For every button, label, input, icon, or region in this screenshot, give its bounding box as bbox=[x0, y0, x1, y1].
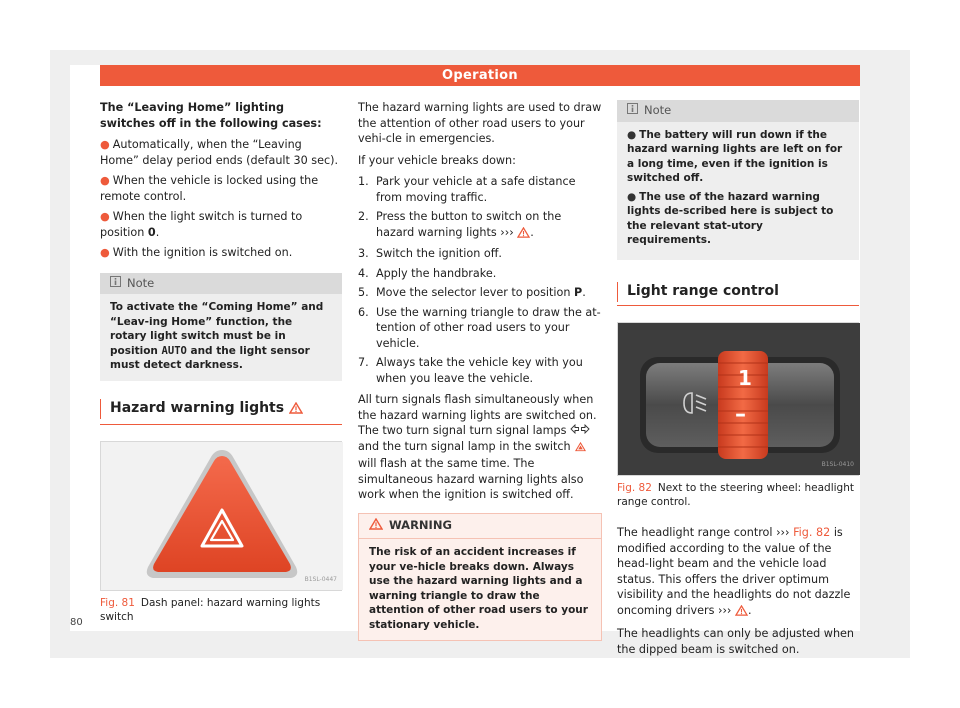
list-item: 2. Press the button to switch on the hazard warning lights ››› . bbox=[358, 209, 602, 242]
warning-triangle-icon bbox=[289, 402, 303, 419]
list-item: 7. Always take the vehicle key with you when you leave the vehicle. bbox=[358, 356, 583, 385]
chapter-header: Operation bbox=[100, 65, 860, 86]
breakdown-steps bbox=[358, 174, 602, 386]
hazard-switch-figure bbox=[100, 441, 342, 591]
hazard-section-title: Hazard warning lights bbox=[100, 401, 342, 426]
figure-82-link[interactable]: Fig. 82 bbox=[793, 526, 831, 539]
wheel-minus-label: – bbox=[735, 402, 746, 427]
bullet-icon: ● bbox=[100, 210, 110, 223]
warning-triangle-icon bbox=[735, 605, 748, 621]
list-item: ● The battery will run down if the hazard warning lights are left on for a long time, even if the ignition is switched off. bbox=[627, 128, 843, 184]
figure-code: B1SL-0410 bbox=[821, 460, 854, 468]
wheel-position-label: 1 bbox=[738, 366, 752, 390]
bullet-icon: ● bbox=[100, 246, 110, 259]
selector-position-p: P bbox=[574, 286, 583, 299]
list-item: 3. Switch the ignition off. bbox=[358, 247, 502, 260]
breakdown-lead: If your vehicle breaks down: bbox=[358, 153, 516, 167]
figure-code: B1SL-0447 bbox=[304, 575, 337, 583]
list-item: ● The use of the hazard warning lights de-scribed here is subject to the relevant stat-utory requirements. bbox=[627, 190, 834, 246]
light-range-section-title: Light range control bbox=[617, 284, 859, 307]
list-item: ● When the vehicle is locked using the remote control. bbox=[100, 174, 319, 203]
warning-triangle-icon bbox=[369, 518, 383, 535]
info-icon bbox=[110, 276, 121, 292]
bullet-icon: ● bbox=[100, 138, 110, 151]
note-header bbox=[617, 100, 859, 122]
note-body bbox=[617, 122, 859, 260]
light-range-figure bbox=[617, 322, 859, 476]
note-label: Note bbox=[644, 103, 672, 117]
list-item: ● When the light switch is turned to position 0. bbox=[100, 210, 303, 239]
column-2 bbox=[358, 100, 602, 641]
turn-signal-arrows-icon bbox=[570, 424, 590, 437]
figure-caption: Fig. 82 Next to the steering wheel: headlight range control. bbox=[617, 482, 854, 508]
note-label: Note bbox=[127, 275, 155, 290]
list-item: 5. Move the selector lever to position P. bbox=[358, 286, 586, 299]
note-box bbox=[617, 100, 859, 260]
bullet-icon: ● bbox=[100, 174, 110, 187]
note-header bbox=[100, 273, 342, 295]
list-item: ● With the ignition is switched on. bbox=[100, 246, 293, 259]
warning-box bbox=[358, 513, 602, 642]
turn-signal-paragraph: All turn signals flash simultaneously when the hazard warning lights are switched on. The two turn signal turn signal lamps and the turn signal lamp in the switch will flash at the same time. The simultaneous hazard warning lights also work when the ignition is switched off. bbox=[358, 393, 597, 501]
figure-ref: Fig. 82 bbox=[617, 482, 652, 494]
leaving-home-intro: The “Leaving Home” lighting switches off in the following cases: bbox=[100, 101, 322, 130]
list-item: 4. Apply the handbrake. bbox=[358, 266, 497, 280]
warning-body: The risk of an accident increases if your ve-hicle breaks down. Always use the hazard warning lights and a warning triangle to draw the attention of other road users to your stationary vehicle. bbox=[369, 546, 588, 631]
note-box bbox=[100, 273, 342, 381]
note-body: To activate the “Coming Home” and “Leav-ing Home” function, the rotary light switch must be in position AUTO and the light sensor must detect darkness. bbox=[110, 301, 324, 371]
warning-header bbox=[359, 514, 601, 540]
figure-ref: Fig. 81 bbox=[100, 597, 135, 609]
list-item: 1. Park your vehicle at a safe distance from moving traffic. bbox=[358, 175, 576, 204]
warning-triangle-icon bbox=[574, 441, 587, 457]
column-1 bbox=[100, 100, 342, 624]
headlight-range-illustration bbox=[618, 323, 860, 475]
bullet-icon: ● bbox=[627, 190, 637, 203]
light-switch-off-symbol: 0 bbox=[147, 225, 156, 239]
hazard-button-illustration bbox=[101, 442, 343, 590]
list-item: ● Automatically, when the “Leaving Home” delay period ends (default 30 sec). bbox=[100, 138, 339, 167]
page-number: 80 bbox=[70, 617, 83, 628]
hazard-intro: The hazard warning lights are used to draw the attention of other road users to your vehi-cle in emergencies. bbox=[358, 101, 602, 145]
list-item: 6. Use the warning triangle to draw the at-tention of other road users to your vehicle. bbox=[358, 305, 601, 350]
warning-label: WARNING bbox=[389, 518, 452, 532]
auto-symbol: AUTO bbox=[161, 344, 187, 357]
figure-caption: Fig. 81 Dash panel: hazard warning lights switch bbox=[100, 597, 321, 623]
dipped-beam-paragraph: The headlights can only be adjusted when the dipped beam is switched on. bbox=[617, 627, 855, 656]
leaving-home-list bbox=[100, 137, 342, 261]
light-range-paragraph: The headlight range control ››› Fig. 82 is modified according to the value of the head-light beam and the vehicle load status. This offers the driver optimum visibility and the headlights do not dazzle oncoming drivers ››› . bbox=[617, 525, 859, 620]
info-icon bbox=[627, 103, 638, 119]
warning-triangle-icon bbox=[517, 227, 530, 243]
column-3 bbox=[617, 100, 859, 663]
bullet-icon: ● bbox=[627, 128, 637, 141]
